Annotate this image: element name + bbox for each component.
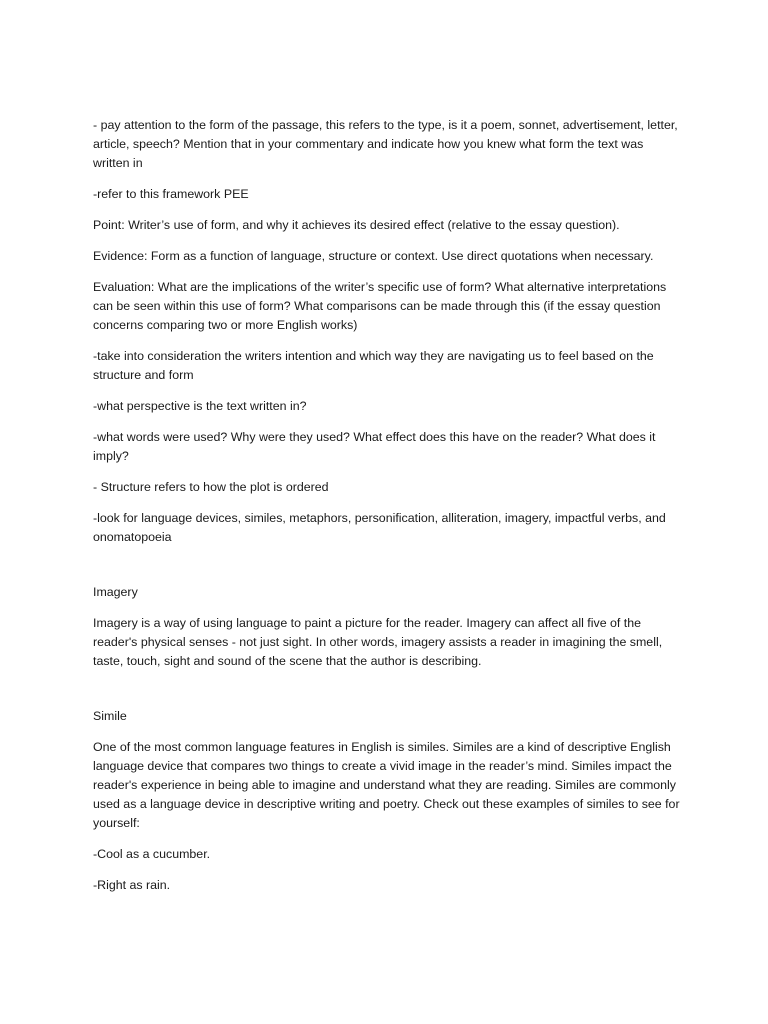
note-point: Point: Writer’s use of form, and why it achieves its desired effect (relative to the essay question). [93,218,620,232]
note-writer-intention: -take into consideration the writers intention and which way they are navigating us to feel based on the structure and form [93,349,654,382]
section-heading-imagery: Imagery [93,585,138,599]
simile-example-2: -Right as rain. [93,878,171,892]
note-words-used: -what words were used? Why were they used? What effect does this have on the reader? What does it imply? [93,430,656,463]
simile-body: One of the most common language features in English is similes. Similes are a kind of descriptive English language device that compares two things to create a vivid image in the reader’s mind. Similes impact the reader's experience in being able to imagine and understand what they are reading. Similes are commonly used as a language device in descriptive writing and poetry. Check out these examples of similes to see for yourself: [93,740,680,830]
note-evaluation: Evaluation: What are the implications of the writer’s specific use of form? What alternative interpretations can be seen within this use of form? What comparisons can be made through this (if the essay question concerns comparing two or more English works) [93,280,667,332]
note-language-devices: -look for language devices, similes, metaphors, personification, alliteration, imagery, impactful verbs, and onomatopoeia [93,511,666,544]
simile-example-1: -Cool as a cucumber. [93,847,211,861]
note-pee-framework: -refer to this framework PEE [93,187,249,201]
document-body [93,116,683,907]
section-heading-simile: Simile [93,709,127,723]
note-structure: - Structure refers to how the plot is ordered [93,480,329,494]
note-form-attention: - pay attention to the form of the passage, this refers to the type, is it a poem, sonnet, advertisement, letter, article, speech? Mention that in your commentary and indicate how you knew what form the text was written in [93,118,678,170]
note-evidence: Evidence: Form as a function of language, structure or context. Use direct quotations when necessary. [93,249,654,263]
imagery-body: Imagery is a way of using language to paint a picture for the reader. Imagery can affect all five of the reader's physical senses - not just sight. In other words, imagery assists a reader in imagining the smell, taste, touch, sight and sound of the scene that the author is describing. [93,616,663,668]
note-perspective: -what perspective is the text written in? [93,399,307,413]
